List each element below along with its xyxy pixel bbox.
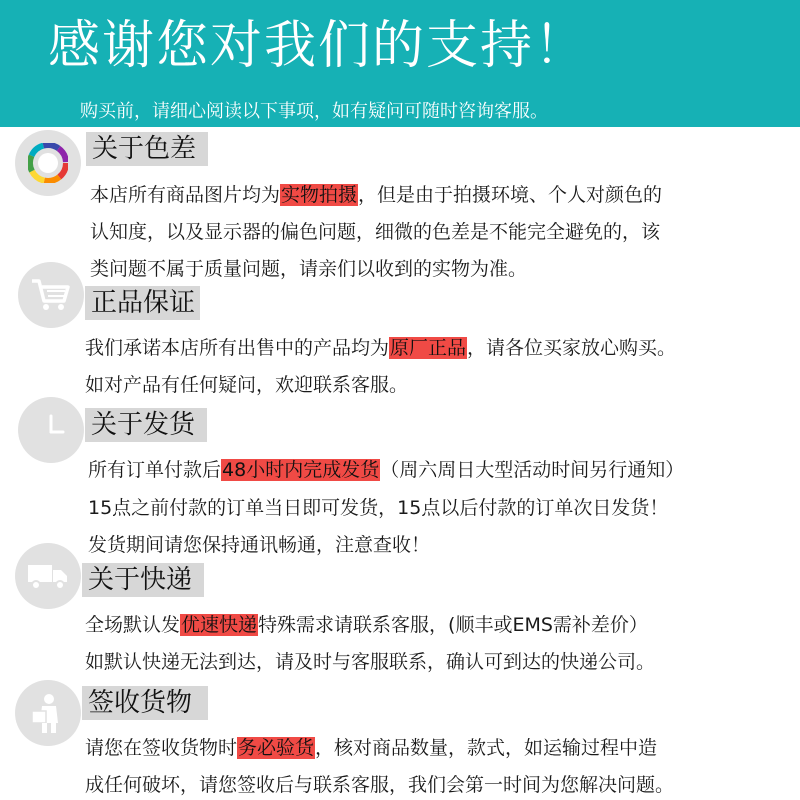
page-title: 感谢您对我们的支持！ xyxy=(48,16,589,76)
section-text-line: 本店所有商品图片均为实物拍摄，但是由于拍摄环境、个人对颜色的 xyxy=(90,184,663,206)
highlight-text: 优速快递 xyxy=(181,614,258,636)
section-title-genuine: 正品保证 xyxy=(85,286,200,320)
highlight-text: 48小时内完成发货 xyxy=(222,459,380,481)
section-text-line: 15点之前付款的订单当日即可发货，15点以后付款的订单次日发货！ xyxy=(88,497,669,519)
section-text-line: 全场默认发优速快递特殊需求请联系客服，(顺丰或EMS需补差价） xyxy=(85,614,648,636)
header-banner xyxy=(0,0,800,127)
section-text-line: 如对产品有任何疑问，欢迎联系客服。 xyxy=(85,374,409,396)
section-text-line: 认知度，以及显示器的偏色问题，细微的色差是不能完全避免的，该 xyxy=(90,221,661,243)
section-text-line: 发货期间请您保持通讯畅通，注意查收！ xyxy=(88,534,431,556)
page-subtitle: 购买前，请细心阅读以下事项，如有疑问可随时咨询客服。 xyxy=(80,101,548,122)
section-title-receipt: 签收货物 xyxy=(82,686,208,720)
section-title-shipping: 关于发货 xyxy=(85,408,207,442)
highlight-text: 原厂正品 xyxy=(390,337,467,359)
color-wheel-icon xyxy=(15,130,81,196)
delivery-truck-icon xyxy=(15,543,81,609)
section-text-line: 所有订单付款后48小时内完成发货（周六周日大型活动时间另行通知） xyxy=(88,459,685,481)
highlight-text: 实物拍摄 xyxy=(281,184,358,206)
courier-package-icon xyxy=(15,680,81,746)
section-title-express: 关于快递 xyxy=(82,563,204,597)
section-text-line: 类问题不属于质量问题，请亲们以收到的实物为准。 xyxy=(90,258,528,280)
section-text-line: 成任何破坏，请您签收后与联系客服，我们会第一时间为您解决问题。 xyxy=(85,774,675,796)
highlight-text: 务必验货 xyxy=(238,737,315,759)
section-text-line: 我们承诺本店所有出售中的产品均为原厂正品，请各位买家放心购买。 xyxy=(85,337,677,359)
section-text-line: 请您在签收货物时务必验货，核对商品数量，款式，如运输过程中造 xyxy=(85,737,658,759)
clock-icon xyxy=(18,397,84,463)
shopping-cart-icon xyxy=(18,262,84,328)
section-title-color-difference: 关于色差 xyxy=(86,132,208,166)
section-text-line: 如默认快递无法到达，请及时与客服联系，确认可到达的快递公司。 xyxy=(85,651,656,673)
